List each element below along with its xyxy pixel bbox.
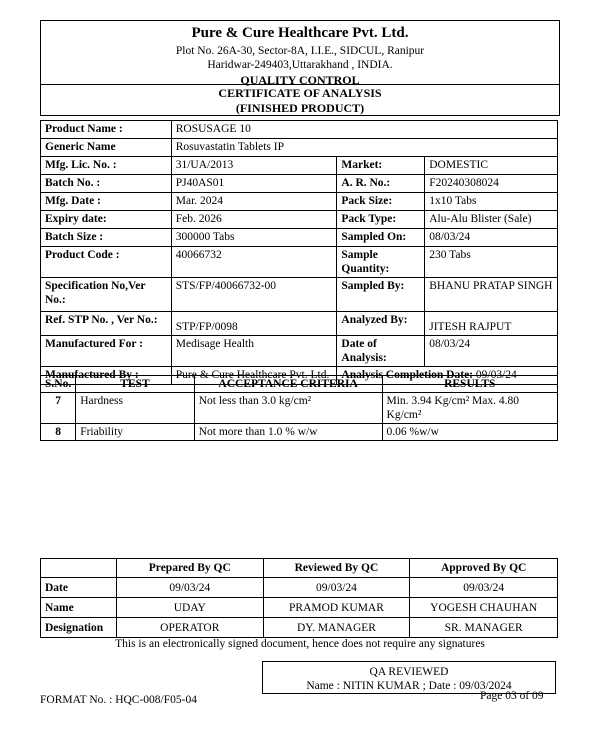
table-row: [41, 336, 558, 367]
designation-row-label: Designation: [41, 618, 117, 638]
prepared-name: UDAY: [116, 598, 263, 618]
batch-size-value: 300000 Tabs: [171, 229, 337, 247]
table-row: [41, 393, 558, 424]
test-criteria: Not more than 1.0 % w/w: [194, 424, 382, 441]
table-row: [41, 424, 558, 441]
name-row-label: Name: [41, 598, 117, 618]
column-header-criteria: ACCEPTANCE CRITERIA: [194, 376, 382, 393]
batch-no-value: PJ40AS01: [171, 175, 337, 193]
test-results-table: [40, 375, 558, 441]
ref-stp-label: Ref. STP No. , Ver No.:: [41, 312, 172, 336]
test-result: Min. 3.94 Kg/cm² Max. 4.80 Kg/cm²: [382, 393, 557, 424]
qa-reviewed-title: QA REVIEWED: [369, 666, 449, 678]
expiry-date-value: Feb. 2026: [171, 211, 337, 229]
table-row: [41, 598, 558, 618]
generic-name-value: Rosuvastatin Tablets IP: [171, 139, 557, 157]
approved-designation: SR. MANAGER: [410, 618, 558, 638]
certificate-title: CERTIFICATE OF ANALYSIS: [218, 86, 382, 100]
test-sno: 7: [41, 393, 76, 424]
table-row: [41, 618, 558, 638]
date-row-label: Date: [41, 578, 117, 598]
department-title: QUALITY CONTROL: [240, 73, 360, 87]
column-header-approved: Approved By QC: [410, 559, 558, 578]
specification-value: STS/FP/40066732-00: [171, 278, 337, 312]
reviewed-name: PRAMOD KUMAR: [263, 598, 410, 618]
expiry-date-label: Expiry date:: [41, 211, 172, 229]
product-name-label: Product Name :: [41, 121, 172, 139]
table-row: [41, 278, 558, 312]
table-row: [41, 139, 558, 157]
analyzed-by-label: Analyzed By:: [337, 312, 425, 336]
ar-no-label: A. R. No.:: [337, 175, 425, 193]
mfg-lic-value: 31/UA/2013: [171, 157, 337, 175]
product-name-value: ROSUSAGE 10: [171, 121, 557, 139]
batch-no-label: Batch No. :: [41, 175, 172, 193]
completion-date-value: 09/03/24: [475, 369, 517, 381]
pack-type-label: Pack Type:: [337, 211, 425, 229]
column-header-prepared: Prepared By QC: [116, 559, 263, 578]
table-header-row: [41, 376, 558, 393]
pack-type-value: Alu-Alu Blister (Sale): [425, 211, 558, 229]
column-header-sno: S.No.: [41, 376, 76, 393]
company-name: Pure & Cure Healthcare Pvt. Ltd.: [191, 25, 409, 41]
pack-size-label: Pack Size:: [337, 193, 425, 211]
generic-name-label: Generic Name: [41, 139, 172, 157]
table-header-row: [41, 559, 558, 578]
column-header-reviewed: Reviewed By QC: [263, 559, 410, 578]
column-header-results: RESULTS: [382, 376, 557, 393]
table-row: [41, 121, 558, 139]
table-row: [41, 157, 558, 175]
page-number: Page 03 of 09: [480, 690, 544, 702]
analysis-date-value: 08/03/24: [425, 336, 558, 367]
address-line-1: Plot No. 26A-30, Sector-8A, I.I.E., SIDCUL, Ranipur: [175, 45, 425, 57]
batch-size-label: Batch Size :: [41, 229, 172, 247]
test-criteria: Not less than 3.0 kg/cm²: [194, 393, 382, 424]
table-row: [41, 312, 558, 336]
signatures-table: [40, 558, 558, 638]
test-name: Hardness: [76, 393, 195, 424]
mfg-date-label: Mfg. Date :: [41, 193, 172, 211]
market-label: Market:: [337, 157, 425, 175]
prepared-date: 09/03/24: [116, 578, 263, 598]
product-code-label: Product Code :: [41, 247, 172, 278]
table-row: [41, 229, 558, 247]
manufactured-by-value: Pure & Cure Healthcare Pvt. Ltd.: [171, 367, 337, 385]
table-row: [41, 193, 558, 211]
completion-date-label: Analysis Completion Date:: [341, 369, 474, 381]
column-header-test: TEST: [76, 376, 195, 393]
sampled-on-label: Sampled On:: [337, 229, 425, 247]
product-code-value: 40066732: [171, 247, 337, 278]
certificate-title-box: [40, 84, 560, 116]
manufactured-by-label: Manufactured By :: [41, 367, 172, 385]
table-row: [41, 247, 558, 278]
sampled-on-value: 08/03/24: [425, 229, 558, 247]
manufactured-for-label: Manufactured For :: [41, 336, 172, 367]
sampled-by-label: Sampled By:: [337, 278, 425, 312]
prepared-designation: OPERATOR: [116, 618, 263, 638]
column-header-blank: [41, 559, 117, 578]
market-value: DOMESTIC: [425, 157, 558, 175]
test-result: 0.06 %w/w: [382, 424, 557, 441]
pack-size-value: 1x10 Tabs: [425, 193, 558, 211]
mfg-date-value: Mar. 2024: [171, 193, 337, 211]
sampled-by-value: BHANU PRATAP SINGH: [425, 278, 558, 312]
certificate-subtitle: (FINISHED PRODUCT): [235, 101, 365, 115]
reviewed-date: 09/03/24: [263, 578, 410, 598]
table-row: [41, 175, 558, 193]
format-number: FORMAT No. : HQC-008/F05-04: [40, 694, 197, 706]
ar-no-value: F20240308024: [425, 175, 558, 193]
manufactured-for-value: Medisage Health: [171, 336, 337, 367]
specification-label: Specification No,Ver No.:: [41, 278, 172, 312]
approved-name: YOGESH CHAUHAN: [410, 598, 558, 618]
reviewed-designation: DY. MANAGER: [263, 618, 410, 638]
approved-date: 09/03/24: [410, 578, 558, 598]
test-name: Friability: [76, 424, 195, 441]
electronic-signature-note: This is an electronically signed document, hence does not require any signatures: [115, 638, 485, 650]
mfg-lic-label: Mfg. Lic. No. :: [41, 157, 172, 175]
ref-stp-value: STP/FP/0098: [171, 312, 337, 336]
address-line-2: Haridwar-249403,Uttarakhand , INDIA.: [207, 59, 393, 71]
analyzed-by-value: JITESH RAJPUT: [425, 312, 558, 336]
sample-quantity-label: Sample Quantity:: [337, 247, 425, 278]
sample-quantity-value: 230 Tabs: [425, 247, 558, 278]
product-info-table: [40, 120, 558, 385]
table-row: [41, 578, 558, 598]
analysis-date-label: Date of Analysis:: [337, 336, 425, 367]
test-sno: 8: [41, 424, 76, 441]
qa-reviewer-name-date: Name : NITIN KUMAR ; Date : 09/03/2024: [306, 680, 512, 692]
table-row: [41, 211, 558, 229]
